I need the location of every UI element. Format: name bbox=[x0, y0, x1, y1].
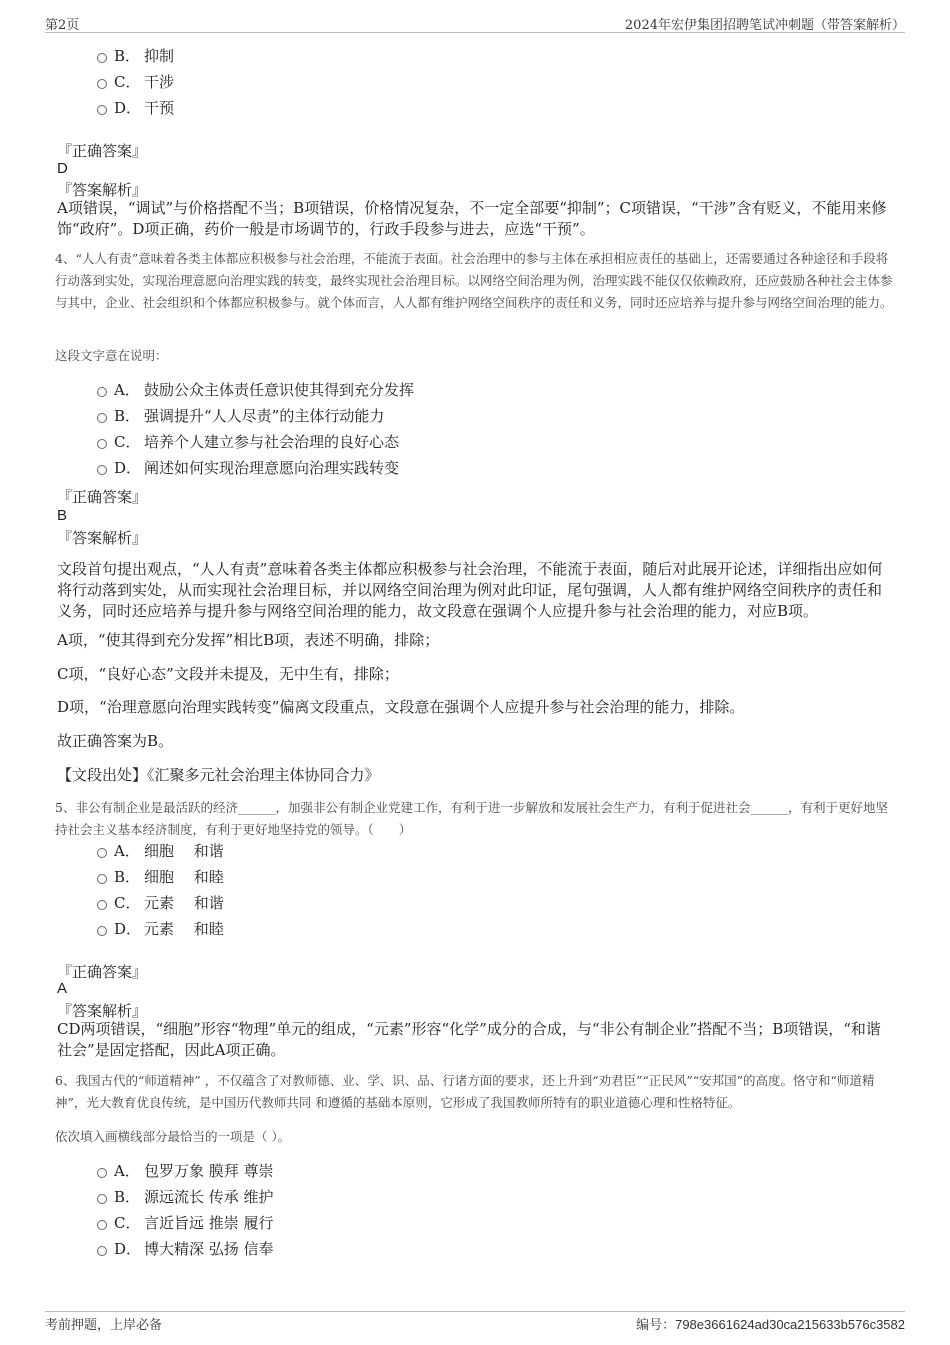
footer-code-label: 编号： bbox=[636, 1318, 676, 1333]
radio-icon[interactable] bbox=[97, 105, 107, 115]
q4-option-c[interactable]: C． 培养个人建立参与社会治理的良好心态 bbox=[97, 432, 399, 452]
q5-question-text: 5、非公有制企业是最活跃的经济______，加强非公有制企业党建工作，有利于进一步解放和发展社会生产力，有利于促进社会______，有利于更好地坚持社会主义基本经济制度，有利于更好地坚持党的领导。（ ） bbox=[55, 800, 888, 837]
q4-analysis-a: A项，“使其得到充分发挥”相比B项，表述不明确，排除； bbox=[57, 631, 440, 649]
q5-analysis: CD两项错误，“细胞”形容“物理”单元的组成，“元素”形容“化学”成分的合成，与“非公有制企业”搭配不当；B项错误，“和谐社会”是固定搭配，因此A项正确。 bbox=[57, 1020, 881, 1059]
radio-icon[interactable] bbox=[97, 926, 107, 936]
radio-icon[interactable] bbox=[97, 387, 107, 397]
q4-prompt: 这段文字意在说明： bbox=[55, 348, 168, 363]
q5-analysis-label: 『答案解析』 bbox=[57, 1002, 148, 1020]
q4-answer-label: 『正确答案』 bbox=[57, 488, 148, 506]
q4-analysis-c: C项，“良好心态”文段并未提及，无中生有，排除； bbox=[57, 665, 399, 683]
footer-slogan: 考前押题，上岸必备 bbox=[45, 1318, 163, 1333]
q5-option-a[interactable]: A． 细胞 和谐 bbox=[97, 841, 224, 861]
q5-option-c[interactable]: C． 元素 和谐 bbox=[97, 893, 224, 913]
q4-source: 【文段出处】《汇聚多元社会治理主体协同合力》 bbox=[57, 766, 380, 784]
q4-question-text: 4、“人人有责”意味着各类主体都应积极参与社会治理，不能流于表面。社会治理中的参与主体在承担相应责任的基础上，还需要通过各种途径和手段将行动落到实处，实现治理意愿向治理实践的转变，最终实现社会治理目标。以网络空间治理为例，治理实践不能仅仅依赖政府，还应鼓励各种社会主体参与其中，企业、社会组织和个体都应积极参与。就个体而言，人人都有维护网络空间秩序的责任和义务，同时还应培养与提升参与网络空间治理的能力。 bbox=[55, 251, 893, 310]
q6-option-b[interactable]: B． 源远流长 传承 维护 bbox=[97, 1187, 274, 1207]
radio-icon[interactable] bbox=[97, 900, 107, 910]
q6-option-a[interactable]: A． 包罗万象 膜拜 尊崇 bbox=[97, 1161, 274, 1181]
q4-analysis-label: 『答案解析』 bbox=[57, 529, 148, 547]
radio-icon[interactable] bbox=[97, 874, 107, 884]
q4-analysis-paragraph: 文段首句提出观点，“人人有责”意味着各类主体都应积极参与社会治理，不能流于表面，随后对此展开论述，详细指出应如何将行动落到实处，从而实现社会治理目标，并以网络空间治理为例对此印证，尾句强调，人人都有维护网络空间秩序的责任和义务，同时还应培养与提升参与网络空间治理的能力，故文段意在强调个人应提升参与社会治理的能力，对应B项。 bbox=[57, 560, 883, 620]
q4-analysis-conclusion: 故正确答案为B。 bbox=[57, 732, 174, 750]
q3-option-c[interactable]: C． 干涉 bbox=[97, 72, 174, 92]
q3-analysis-label: 『答案解析』 bbox=[57, 181, 148, 199]
q3-answer-label: 『正确答案』 bbox=[57, 142, 148, 160]
q5-answer: A bbox=[57, 980, 68, 997]
q3-option-d[interactable]: D． 干预 bbox=[97, 98, 174, 118]
radio-icon[interactable] bbox=[97, 848, 107, 858]
q4-option-b[interactable]: B． 强调提升“人人尽责”的主体行动能力 bbox=[97, 406, 384, 426]
q5-option-b[interactable]: B． 细胞 和睦 bbox=[97, 867, 224, 887]
radio-icon[interactable] bbox=[97, 439, 107, 449]
radio-icon[interactable] bbox=[97, 1220, 107, 1230]
footer-code-value: 798e3661624ad30ca215633b576c3582 bbox=[675, 1317, 905, 1332]
q4-analysis-d: D项，“治理意愿向治理实践转变”偏离文段重点，文段意在强调个人应提升参与社会治理的能力，排除。 bbox=[57, 698, 745, 716]
q4-option-a[interactable]: A． 鼓励公众主体责任意识使其得到充分发挥 bbox=[97, 380, 414, 400]
radio-icon[interactable] bbox=[97, 53, 107, 63]
radio-icon[interactable] bbox=[97, 1246, 107, 1256]
q4-option-d[interactable]: D． 阐述如何实现治理意愿向治理实践转变 bbox=[97, 458, 399, 478]
radio-icon[interactable] bbox=[97, 1194, 107, 1204]
q5-option-d[interactable]: D． 元素 和睦 bbox=[97, 919, 224, 939]
footer-divider bbox=[45, 1311, 905, 1312]
q5-answer-label: 『正确答案』 bbox=[57, 963, 148, 981]
q6-prompt: 依次填入画横线部分最恰当的一项是（ ）。 bbox=[55, 1129, 291, 1144]
q4-answer: B bbox=[57, 507, 68, 524]
q3-option-b[interactable]: B． 抑制 bbox=[97, 46, 174, 66]
radio-icon[interactable] bbox=[97, 465, 107, 475]
radio-icon[interactable] bbox=[97, 413, 107, 423]
header-divider bbox=[45, 32, 905, 33]
radio-icon[interactable] bbox=[97, 79, 107, 89]
footer-code bbox=[636, 1314, 905, 1333]
document-title: 2024年宏伊集团招聘笔试冲刺题（带答案解析） bbox=[624, 18, 905, 33]
page-number: 第2页 bbox=[45, 18, 80, 33]
q6-option-c[interactable]: C． 言近旨远 推崇 履行 bbox=[97, 1213, 274, 1233]
q6-question-text: 6、我国古代的“师道精神” ，不仅蕴含了对教师德、业、学、识、品、行诸方面的要求，还上升到“劝君臣”“正民风”“安邦国”的高度。恪守和“师道精神”，光大教育优良传统，是中国历代教师共同 和遵循的基础本原则，它形成了我国教师所特有的职业道德心理和性格特征。 bbox=[55, 1073, 875, 1110]
q3-analysis: A项错误，“调试”与价格搭配不当；B项错误，价格情况复杂，不一定全部要“抑制”；C项错误，“干涉”含有贬义，不能用来修饰“政府”。D项正确，药价一般是市场调节的，行政手段参与进去，应选“干预”。 bbox=[57, 199, 887, 238]
q3-answer: D bbox=[57, 160, 68, 177]
radio-icon[interactable] bbox=[97, 1168, 107, 1178]
q6-option-d[interactable]: D． 博大精深 弘扬 信奉 bbox=[97, 1239, 274, 1259]
